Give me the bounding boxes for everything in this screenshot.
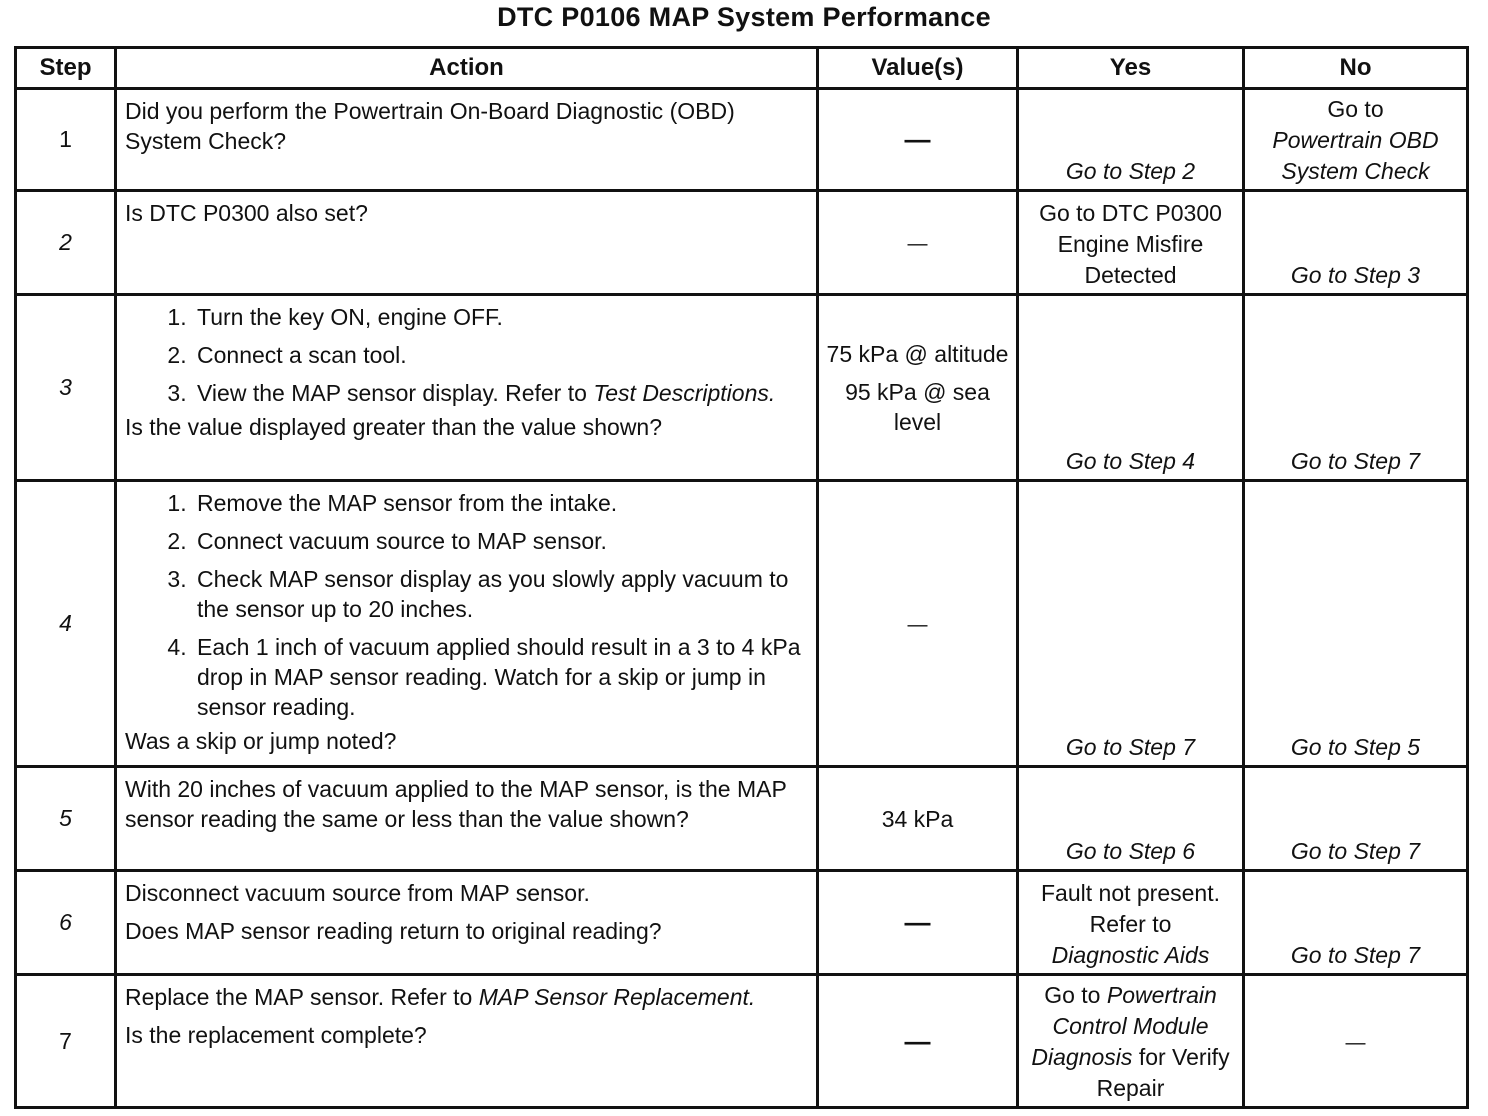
step-number: 1 <box>16 89 116 191</box>
no-cell[interactable] <box>1244 89 1468 191</box>
yes-cell[interactable]: Go to Step 2 <box>1018 89 1244 191</box>
no-cell[interactable]: Go to Step 5 <box>1244 481 1468 767</box>
action-line <box>125 982 808 1012</box>
list-item-text: View the MAP sensor display. Refer to <box>197 380 587 406</box>
step-number: 3 <box>16 295 116 481</box>
no-cell <box>1244 975 1468 1108</box>
action-cell: With 20 inches of vacuum applied to the MAP sensor, is the MAP sensor reading the same or less than the value shown? <box>116 767 818 871</box>
yes-cell[interactable] <box>1018 975 1244 1108</box>
no-cell[interactable]: Go to Step 7 <box>1244 871 1468 975</box>
table-row <box>16 975 1468 1108</box>
value-text: — <box>907 232 928 255</box>
map-sensor-replacement-link[interactable]: MAP Sensor Replacement. <box>478 984 756 1010</box>
header-values: Value(s) <box>818 48 1018 89</box>
header-no: No <box>1244 48 1468 89</box>
page-title: DTC P0106 MAP System Performance <box>497 2 991 32</box>
yes-cell[interactable]: Go to Step 6 <box>1018 767 1244 871</box>
action-cell: Did you perform the Powertrain On-Board Diagnostic (OBD) System Check? <box>116 89 818 191</box>
no-cell[interactable]: Go to Step 7 <box>1244 767 1468 871</box>
list-item: 1. Remove the MAP sensor from the intake. <box>193 488 808 518</box>
yes-text: Go to <box>1044 982 1101 1008</box>
no-link[interactable]: Powertrain OBD System Check <box>1272 127 1439 184</box>
value-cell <box>818 295 1018 481</box>
action-cell: Is DTC P0300 also set? <box>116 191 818 295</box>
diagnostic-aids-link[interactable]: Diagnostic Aids <box>1051 942 1210 968</box>
step-number: 5 <box>16 767 116 871</box>
action-cell <box>116 975 818 1108</box>
step-number: 6 <box>16 871 116 975</box>
pcm-diagnosis-link[interactable]: Powertrain Control Module Diagnosis <box>1031 982 1217 1070</box>
no-text: Go to <box>1327 96 1384 122</box>
table-row <box>16 89 1468 191</box>
action-cell <box>116 295 818 481</box>
list-item <box>193 378 808 408</box>
action-text: Replace the MAP sensor. Refer to <box>125 984 473 1010</box>
yes-cell[interactable] <box>1018 871 1244 975</box>
list-item: 1. Turn the key ON, engine OFF. <box>193 302 808 332</box>
yes-cell[interactable]: Go to Step 7 <box>1018 481 1244 767</box>
table-row <box>16 481 1468 767</box>
value-text: — <box>904 1025 931 1056</box>
yes-cell[interactable]: Go to DTC P0300 Engine Misfire Detected <box>1018 191 1244 295</box>
list-item: 2. Connect a scan tool. <box>193 340 808 370</box>
yes-text: Fault not present. Refer to <box>1041 880 1220 937</box>
list-item: 2. Connect vacuum source to MAP sensor. <box>193 526 808 556</box>
value-cell <box>818 89 1018 191</box>
action-steps-list <box>125 302 808 408</box>
action-steps-list <box>125 488 808 722</box>
no-text: — <box>1345 1031 1366 1054</box>
step-number: 4 <box>16 481 116 767</box>
value-cell <box>818 975 1018 1108</box>
list-item: 3. Check MAP sensor display as you slowly apply vacuum to the sensor up to 20 inches. <box>193 564 808 624</box>
action-question: Does MAP sensor reading return to original reading? <box>125 918 662 944</box>
value-cell <box>818 191 1018 295</box>
table-row <box>16 295 1468 481</box>
action-question: Was a skip or jump noted? <box>125 728 397 754</box>
header-step: Step <box>16 48 116 89</box>
value-text: — <box>904 124 931 154</box>
action-cell <box>116 481 818 767</box>
value-text: — <box>904 907 931 937</box>
test-descriptions-link[interactable]: Test Descriptions. <box>593 380 776 406</box>
list-item: 4. Each 1 inch of vacuum applied should result in a 3 to 4 kPa drop in MAP sensor reading. Watch for a skip or jump in sensor reading. <box>193 632 808 722</box>
action-question: Is the replacement complete? <box>125 1022 427 1048</box>
step-number: 2 <box>16 191 116 295</box>
header-row <box>16 48 1468 89</box>
table-row <box>16 871 1468 975</box>
yes-text-post: for Verify Repair <box>1096 1044 1230 1101</box>
no-cell[interactable]: Go to Step 7 <box>1244 295 1468 481</box>
yes-cell[interactable]: Go to Step 4 <box>1018 295 1244 481</box>
value-sea-level: 95 kPa @ sea level <box>845 378 990 435</box>
step-number: 7 <box>16 975 116 1108</box>
value-cell <box>818 481 1018 767</box>
value-cell <box>818 871 1018 975</box>
table-row <box>16 191 1468 295</box>
diagnostic-table <box>14 46 1469 1109</box>
action-line: Disconnect vacuum source from MAP sensor. <box>125 880 590 906</box>
no-cell[interactable]: Go to Step 3 <box>1244 191 1468 295</box>
action-cell <box>116 871 818 975</box>
value-altitude: 75 kPa @ altitude <box>826 340 1009 367</box>
table-row <box>16 767 1468 871</box>
value-cell: 34 kPa <box>818 767 1018 871</box>
value-text: — <box>907 613 928 636</box>
header-action: Action <box>116 48 818 89</box>
action-question: Is the value displayed greater than the value shown? <box>125 414 663 440</box>
header-yes: Yes <box>1018 48 1244 89</box>
